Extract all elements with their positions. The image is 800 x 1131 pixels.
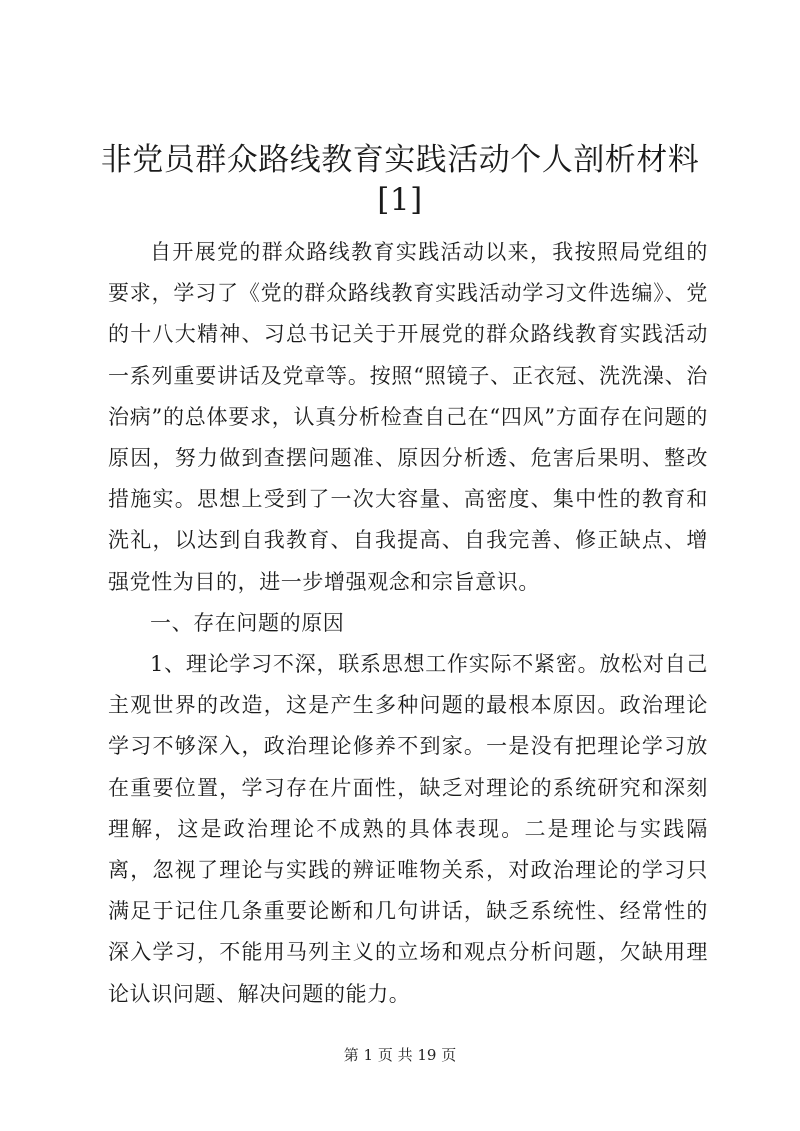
paragraph-intro: 自开展党的群众路线教育实践活动以来，我按照局党组的要求，学习了《党的群众路线教育实践活动学习文件选编》、党的十八大精神、习总书记关于开展党的群众路线教育实践活动一系列重要讲话及党章等。按照“照镜子、正衣冠、洗洗澡、治治病”的总体要求，认真分析检查自己在“四风”方面存在问题的原因，努力做到查摆问题准、原因分析透、危害后果明、整改措施实。思想上受到了一次大容量、高密度、集中性的教育和洗礼，以达到自我教育、自我提高、自我完善、修正缺点、增强党性为目的，进一步增强观念和宗旨意识。 <box>108 240 708 594</box>
paragraph-point-1: 1、理论学习不深，联系思想工作实际不紧密。放松对自己主观世界的改造，这是产生多种问题的最根本原因。政治理论学习不够深入，政治理论修养不到家。一是没有把理论学习放在重要位置，学习存在片面性，缺乏对理论的系统研究和深刻理解，这是政治理论不成熟的具体表现。二是理论与实践隔离，忽视了理论与实践的辨证唯物关系，对政治理论的学习只满足于记住几条重要论断和几句讲话，缺乏系统性、经常性的深入学习，不能用马列主义的立场和观点分析问题，欠缺用理论认识问题、解决问题的能力。 <box>108 652 708 1006</box>
page-number: 第 1 页 共 19 页 <box>343 1046 457 1064</box>
page-footer <box>0 1045 800 1065</box>
section-heading: 一、存在问题的原因 <box>150 610 345 635</box>
title-line-1: 非党员群众路线教育实践活动个人剖析材料 <box>100 142 700 178</box>
document-body <box>108 232 708 1015</box>
document-title <box>100 140 700 220</box>
title-line-2: [1] <box>377 182 423 218</box>
